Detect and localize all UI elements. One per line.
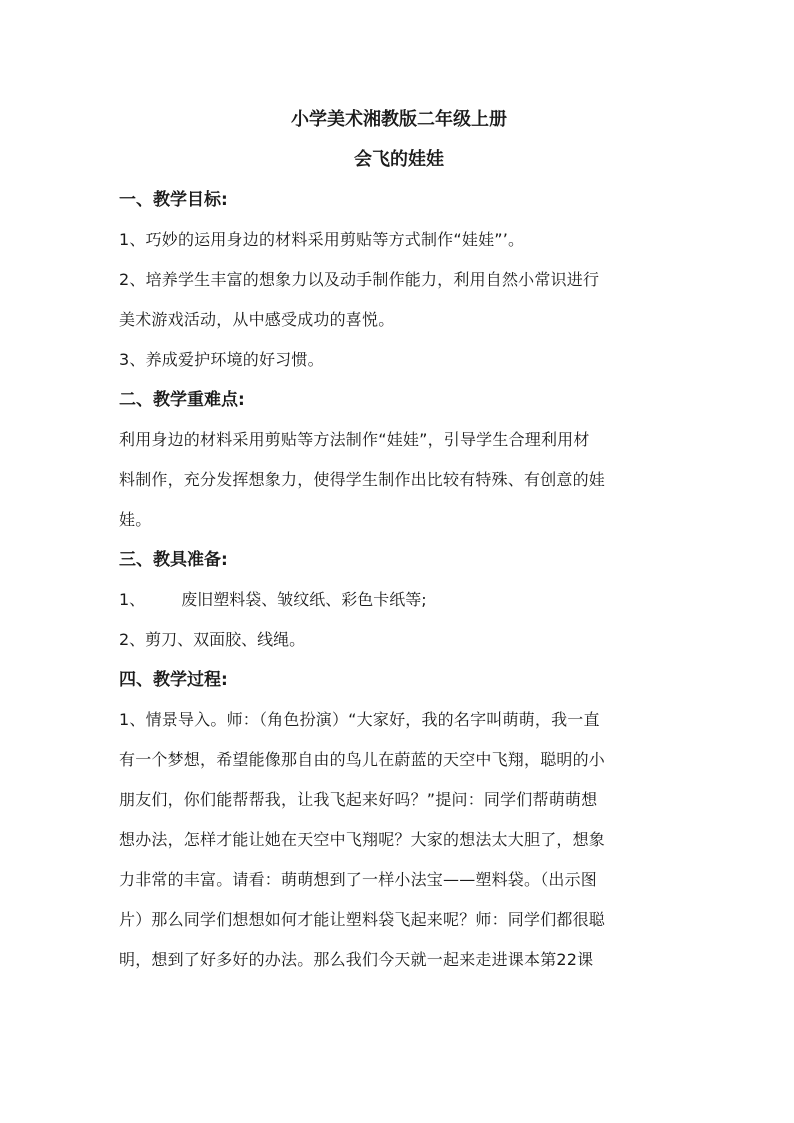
process-line: 1、情景导入。师：（角色扮演）“大家好，我的名字叫萌萌，我一直: [119, 710, 600, 729]
objective-line: 3、养成爱护环境的好习惯。: [119, 350, 324, 369]
process-line: 想办法，怎样才能让她在天空中飞翔呢？大家的想法太大胆了，想象: [119, 830, 606, 849]
process-line: 片）那么同学们想想如何才能让塑料袋飞起来呢？师：同学们都很聪: [119, 910, 606, 929]
materials-item: [119, 580, 679, 620]
key-points-line: 料制作，充分发挥想象力，使得学生制作出比较有特殊、有创意的娃: [119, 470, 606, 489]
key-points-line: 娃。: [119, 510, 152, 529]
materials-item-text: 废旧塑料袋、皱纹纸、彩色卡纸等;: [181, 590, 427, 609]
process-line: 有一个梦想，希望能像那自由的鸟儿在蔚蓝的天空中飞翔，聪明的小: [119, 750, 606, 769]
lesson-title: 会飞的娃娃: [354, 149, 444, 170]
process-line: 力非常的丰富。请看：萌萌想到了一样小法宝——塑料袋。（出示图: [119, 870, 598, 889]
materials-item: 2、剪刀、双面胶、线绳。: [119, 630, 306, 649]
materials-item-number: 1、: [119, 590, 146, 609]
objective-line: 1、巧妙的运用身边的材料采用剪贴等方式制作“娃娃”’。: [119, 230, 525, 249]
section-heading-key-points: 二、教学重难点:: [119, 390, 245, 410]
key-points-line: 利用身边的材料采用剪贴等方法制作“娃娃”，引导学生合理利用材: [119, 430, 590, 449]
objective-line: 2、培养学生丰富的想象力以及动手制作能力，利用自然小常识进行: [119, 270, 600, 289]
section-heading-objectives: 一、教学目标:: [119, 190, 228, 210]
process-line: 朋友们，你们能帮帮我，让我飞起来好吗？”提问：同学们帮萌萌想: [119, 790, 598, 809]
objective-line: 美术游戏活动，从中感受成功的喜悦。: [119, 310, 395, 329]
section-heading-materials: 三、教具准备:: [119, 550, 228, 570]
section-heading-process: 四、教学过程:: [119, 670, 228, 690]
document-content: [119, 100, 679, 980]
process-line: 明，想到了好多好的办法。那么我们今天就一起来走进课本第22课: [119, 950, 594, 969]
document-title: 小学美术湘教版二年级上册: [291, 109, 507, 130]
